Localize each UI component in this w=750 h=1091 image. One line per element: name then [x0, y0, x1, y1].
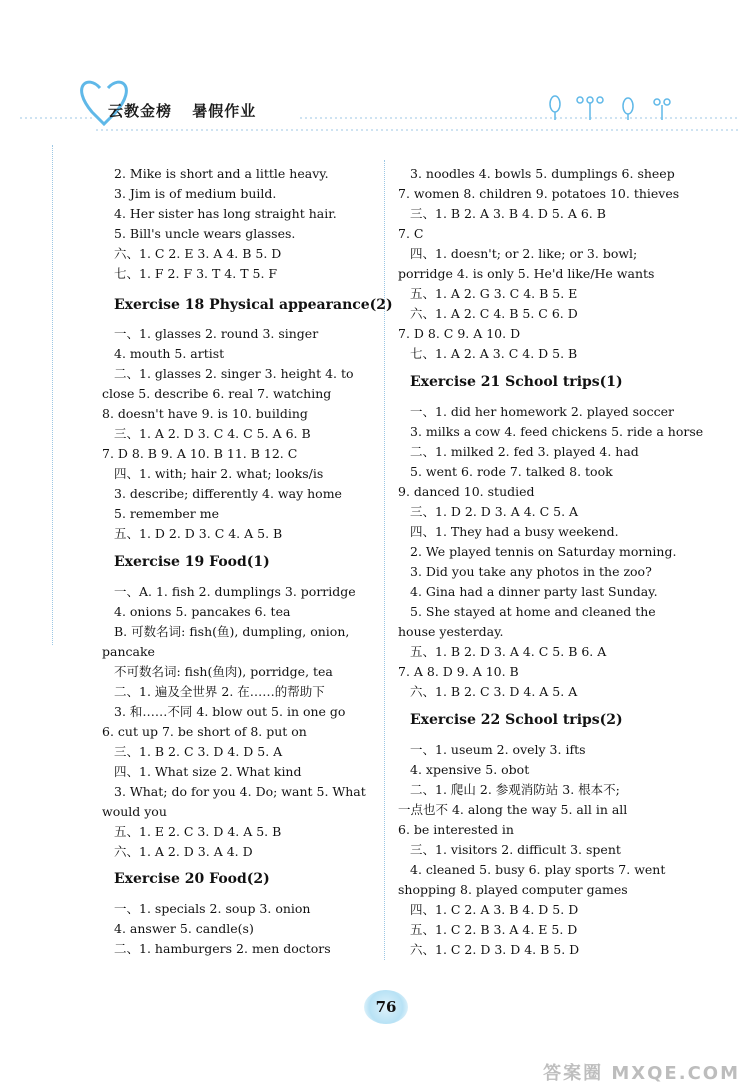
right-answer-line: 5. She stayed at home and cleaned the — [410, 604, 656, 619]
left-answer-line: 2. Mike is short and a little heavy. — [114, 166, 329, 181]
right-answer-line: 一点也不 4. along the way 5. all in all — [398, 802, 628, 817]
left-answer-line: 一、1. specials 2. soup 3. onion — [114, 901, 311, 916]
left-answer-line: would you — [102, 804, 167, 819]
left-answer-line: 二、1. glasses 2. singer 3. height 4. to — [114, 366, 354, 381]
right-answer-line: 7. A 8. D 9. A 10. B — [398, 664, 519, 679]
left-answer-line: 不可数名词: fish(鱼肉), porridge, tea — [114, 664, 333, 679]
right-answer-line: 三、1. B 2. A 3. B 4. D 5. A 6. B — [410, 206, 606, 221]
left-answer-line: 三、1. B 2. C 3. D 4. D 5. A — [114, 744, 283, 759]
left-answer-line: 二、1. hamburgers 2. men doctors — [114, 941, 331, 956]
right-answer-line: 六、1. B 2. C 3. D 4. A 5. A — [410, 684, 578, 699]
left-answer-line: 六、1. A 2. D 3. A 4. D — [114, 844, 253, 859]
right-answer-line: 9. danced 10. studied — [398, 484, 535, 499]
right-answer-line: 五、1. C 2. B 3. A 4. E 5. D — [410, 922, 578, 937]
right-answer-line: 二、1. 爬山 2. 参观消防站 3. 根本不; — [410, 782, 620, 797]
column-divider — [384, 160, 385, 960]
right-answer-line: 五、1. A 2. G 3. C 4. B 5. E — [410, 286, 578, 301]
right-answer-line: 三、1. D 2. D 3. A 4. C 5. A — [410, 504, 579, 519]
left-answer-line: 3. describe; differently 4. way home — [114, 486, 342, 501]
margin-line — [52, 145, 53, 645]
left-answer-line: 8. doesn't have 9. is 10. building — [102, 406, 308, 421]
right-answer-line: 六、1. C 2. D 3. D 4. B 5. D — [410, 942, 580, 957]
right-answer-line: 7. D 8. C 9. A 10. D — [398, 326, 521, 341]
right-answer-line: 4. Gina had a dinner party last Sunday. — [410, 584, 658, 599]
right-answer-line: 3. Did you take any photos in the zoo? — [410, 564, 652, 579]
right-answer-line: 二、1. milked 2. fed 3. played 4. had — [410, 444, 639, 459]
watermark: 答案圈 MXQE.COM — [543, 1063, 740, 1084]
right-answer-line: 五、1. B 2. D 3. A 4. C 5. B 6. A — [410, 644, 607, 659]
left-answer-line: 四、1. What size 2. What kind — [114, 764, 302, 779]
left-answer-line: 二、1. 遍及全世界 2. 在……的帮助下 — [114, 684, 325, 699]
right-answer-line: 5. went 6. rode 7. talked 8. took — [410, 464, 613, 479]
exercise-heading: Exercise 18 Physical appearance(2) — [114, 297, 393, 313]
right-answer-line: 3. noodles 4. bowls 5. dumplings 6. sheep — [410, 166, 675, 181]
left-answer-line: 七、1. F 2. F 3. T 4. T 5. F — [114, 266, 278, 281]
left-answer-line: 五、1. D 2. D 3. C 4. A 5. B — [114, 526, 283, 541]
left-answer-line: 5. Bill's uncle wears glasses. — [114, 226, 296, 241]
exercise-heading: Exercise 22 School trips(2) — [410, 712, 623, 728]
left-answer-line: 4. onions 5. pancakes 6. tea — [114, 604, 291, 619]
left-answer-line: 3. Jim is of medium build. — [114, 186, 277, 201]
left-answer-line: 7. D 8. B 9. A 10. B 11. B 12. C — [102, 446, 298, 461]
header-title — [108, 100, 270, 121]
right-answer-line: 一、1. useum 2. ovely 3. ifts — [410, 742, 586, 757]
right-answer-line: 一、1. did her homework 2. played soccer — [410, 404, 674, 419]
left-answer-line: 一、1. glasses 2. round 3. singer — [114, 326, 319, 341]
right-answer-line: porridge 4. is only 5. He'd like/He wants — [398, 266, 655, 281]
left-answer-line: pancake — [102, 644, 155, 659]
right-answer-line: shopping 8. played computer games — [398, 882, 628, 897]
header-decoration-icon — [0, 0, 750, 160]
right-answer-line: 四、1. C 2. A 3. B 4. D 5. D — [410, 902, 579, 917]
brand-name: 云教金榜 — [108, 102, 173, 120]
left-answer-line: 4. Her sister has long straight hair. — [114, 206, 337, 221]
left-answer-line: 3. 和……不同 4. blow out 5. in one go — [114, 704, 346, 719]
left-answer-line: 五、1. E 2. C 3. D 4. A 5. B — [114, 824, 282, 839]
right-answer-line: 四、1. doesn't; or 2. like; or 3. bowl; — [410, 246, 638, 261]
left-answer-line: 六、1. C 2. E 3. A 4. B 5. D — [114, 246, 282, 261]
left-answer-line: 6. cut up 7. be short of 8. put on — [102, 724, 307, 739]
page-number: 76 — [364, 990, 408, 1024]
right-answer-line: 四、1. They had a busy weekend. — [410, 524, 619, 539]
right-answer-line: 6. be interested in — [398, 822, 514, 837]
left-answer-line: 四、1. with; hair 2. what; looks/is — [114, 466, 324, 481]
right-answer-line: 7. women 8. children 9. potatoes 10. thieves — [398, 186, 680, 201]
right-answer-line: 4. cleaned 5. busy 6. play sports 7. went — [410, 862, 666, 877]
left-answer-line: 4. mouth 5. artist — [114, 346, 225, 361]
right-answer-line: 3. milks a cow 4. feed chickens 5. ride a horse — [410, 424, 704, 439]
right-answer-line: 三、1. visitors 2. difficult 3. spent — [410, 842, 621, 857]
left-answer-line: 5. remember me — [114, 506, 219, 521]
left-answer-line: 3. What; do for you 4. Do; want 5. What — [114, 784, 366, 799]
exercise-heading: Exercise 21 School trips(1) — [410, 374, 623, 390]
left-answer-line: 三、1. A 2. D 3. C 4. C 5. A 6. B — [114, 426, 311, 441]
left-answer-line: B. 可数名词: fish(鱼), dumpling, onion, — [114, 624, 350, 639]
right-answer-line: 七、1. A 2. A 3. C 4. D 5. B — [410, 346, 578, 361]
brand-subtitle: 暑假作业 — [192, 102, 257, 120]
left-answer-line: 一、A. 1. fish 2. dumplings 3. porridge — [114, 584, 356, 599]
exercise-heading: Exercise 19 Food(1) — [114, 554, 270, 570]
right-answer-line: 六、1. A 2. C 4. B 5. C 6. D — [410, 306, 578, 321]
left-answer-line: close 5. describe 6. real 7. watching — [102, 386, 332, 401]
right-answer-line: 7. C — [398, 226, 424, 241]
exercise-heading: Exercise 20 Food(2) — [114, 871, 270, 887]
right-answer-line: 4. xpensive 5. obot — [410, 762, 530, 777]
right-answer-line: 2. We played tennis on Saturday morning. — [410, 544, 677, 559]
right-answer-line: house yesterday. — [398, 624, 504, 639]
page-header — [0, 0, 750, 160]
left-answer-line: 4. answer 5. candle(s) — [114, 921, 254, 936]
